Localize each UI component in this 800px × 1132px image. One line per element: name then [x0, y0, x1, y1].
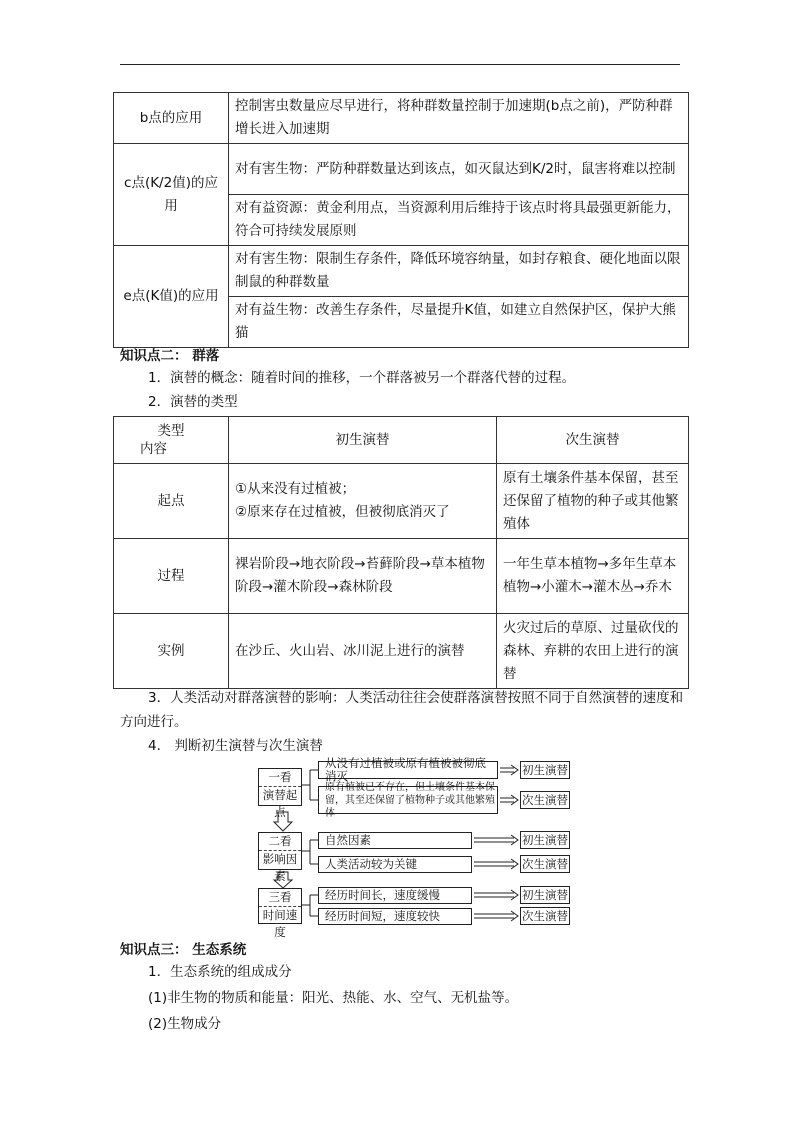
double-arrow-icon — [474, 859, 518, 869]
header-content-label: 内容 — [140, 441, 167, 457]
paragraph: 2．演替的类型 — [148, 394, 238, 410]
row-label: 实例 — [114, 614, 229, 689]
result-box: 次生演替 — [522, 909, 568, 923]
step-box — [258, 888, 302, 939]
table-cell: ①从来没有过植被； ②原来存在过植被，但被彻底消灭了 — [229, 464, 497, 539]
result-box: 初生演替 — [522, 763, 568, 777]
table-cell: 对有害生物：限制生存条件，降低环境容纳量，如封存粮食、硬化地面以限制鼠的种群数量 — [229, 246, 689, 297]
row-label: b点的应用 — [114, 93, 229, 144]
double-arrow-icon — [474, 890, 518, 900]
column-header: 初生演替 — [229, 417, 497, 464]
result-box: 次生演替 — [522, 857, 568, 871]
criterion-box: 从没有过植被或原有植被被彻底消灭 — [318, 761, 498, 779]
column-header: 次生演替 — [497, 417, 689, 464]
step-number: 三看 — [259, 889, 301, 907]
step-number: 二看 — [259, 833, 301, 851]
table-cell: 对有益生物：改善生存条件，尽量提升K值，如建立自然保护区，保护大熊猫 — [229, 297, 689, 348]
row-label: 起点 — [114, 464, 229, 539]
table-cell: 在沙丘、火山岩、冰川泥上进行的演替 — [229, 614, 497, 689]
double-arrow-icon — [474, 835, 518, 845]
section-heading: 知识点二： 群落 — [120, 348, 220, 364]
criterion-box: 人类活动较为关键 — [318, 856, 472, 873]
double-arrow-icon — [500, 795, 518, 805]
header-type-label: 类型 — [157, 423, 185, 439]
paragraph: 3．人类活动对群落演替的影响：人类活动往往会使群落演替按照不同于自然演替的速度和方向进行。 — [120, 690, 684, 730]
row-label: 过程 — [114, 539, 229, 614]
section-heading: 知识点三： 生态系统 — [120, 942, 247, 958]
criterion-box: 经历时间短，速度较快 — [318, 908, 472, 925]
criterion-box: 自然因素 — [318, 832, 472, 849]
double-arrow-icon — [500, 765, 518, 775]
table-cell: 对有害生物：严防种群数量达到该点，如灭鼠达到K/2时，鼠害将难以控制 — [229, 144, 689, 195]
step-criterion: 演替起点 — [262, 788, 298, 819]
result-box: 初生演替 — [522, 888, 568, 902]
paragraph: 4． 判断初生演替与次生演替 — [148, 738, 323, 754]
step-criterion: 影响因素 — [262, 852, 298, 883]
paragraph: 1．生态系统的组成成分 — [148, 964, 292, 980]
row-label: e点(K值)的应用 — [114, 246, 229, 348]
table-cell: 原有土壤条件基本保留，甚至还保留了植物的种子或其他繁殖体 — [497, 464, 689, 539]
double-arrow-icon — [474, 911, 518, 921]
step-criterion: 时间速度 — [262, 908, 298, 939]
table-cell: 裸岩阶段→地衣阶段→苔藓阶段→草本植物阶段→灌木阶段→森林阶段 — [229, 539, 497, 614]
row-label: c点(K/2值)的应用 — [114, 144, 229, 246]
step-box — [258, 768, 302, 819]
paragraph: (2)生物成分 — [148, 1016, 222, 1032]
table-cell: 对有益资源：黄金利用点，当资源利用后维持于该点时将具最强更新能力，符合可持续发展原则 — [229, 195, 689, 246]
table-cell: 火灾过后的草原、过量砍伐的森林、弃耕的农田上进行的演替 — [497, 614, 689, 689]
table-cell: 一年生草本植物→多年生草本植物→小灌木→灌木丛→乔木 — [497, 539, 689, 614]
result-box: 次生演替 — [522, 793, 568, 807]
step-number: 一看 — [259, 769, 301, 787]
paragraph: 1．演替的概念：随着时间的推移，一个群落被另一个群落代替的过程。 — [148, 370, 576, 386]
criterion-box: 经历时间长，速度缓慢 — [318, 887, 472, 904]
criterion-box: 原有植被已不存在，但土壤条件基本保留，其至还保留了植物种子或其他繁殖体 — [318, 786, 498, 814]
paragraph: (1)非生物的物质和能量：阳光、热能、水、空气、无机盐等。 — [148, 990, 519, 1006]
step-box — [258, 832, 302, 883]
table-cell: 控制害虫数量应尽早进行，将种群数量控制于加速期(b点之前)，严防种群增长进入加速期 — [229, 93, 689, 144]
result-box: 初生演替 — [522, 833, 568, 847]
